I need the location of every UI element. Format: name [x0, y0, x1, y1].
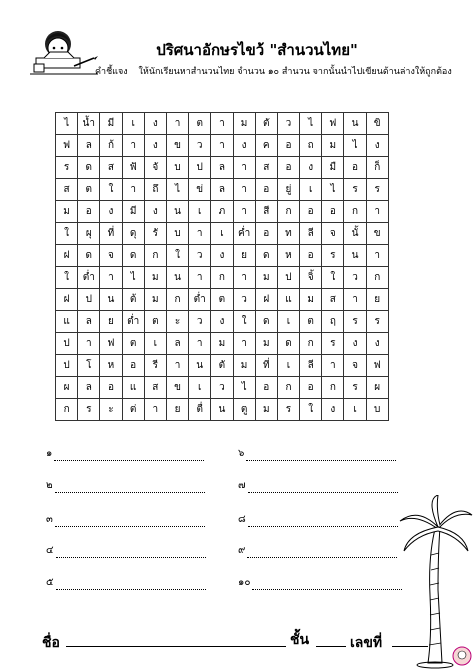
grid-cell: ล: [166, 333, 188, 355]
grid-cell: ไ: [344, 135, 366, 157]
grid-cell: า: [233, 157, 255, 179]
instruction-label: คำชี้แจง: [95, 67, 128, 77]
grid-cell: อ: [100, 377, 122, 399]
grid-cell: เ: [277, 355, 299, 377]
class-line: [316, 646, 346, 647]
answer-blank[interactable]: [252, 580, 402, 590]
grid-cell: ฝ: [56, 289, 78, 311]
grid-cell: ต: [144, 311, 166, 333]
grid-cell: ใ: [322, 267, 344, 289]
grid-row: [56, 399, 389, 421]
answer-number: ๕: [46, 577, 54, 588]
answer-line[interactable]: [238, 575, 402, 590]
grid-row: [56, 289, 389, 311]
grid-cell: เ: [300, 179, 322, 201]
grid-cell: จ: [344, 355, 366, 377]
grid-cell: ร: [344, 311, 366, 333]
grid-cell: ป: [277, 267, 299, 289]
grid-row: [56, 201, 389, 223]
grid-cell: สี: [255, 201, 277, 223]
answer-number: ๖: [238, 448, 245, 459]
grid-cell: ด: [277, 333, 299, 355]
grid-cell: อ: [300, 245, 322, 267]
grid-cell: ยู่: [277, 179, 299, 201]
answer-number: ๒: [46, 480, 53, 491]
grid-cell: า: [233, 333, 255, 355]
grid-cell: า: [189, 223, 211, 245]
grid-cell: ย: [100, 311, 122, 333]
grid-cell: ว: [344, 267, 366, 289]
grid-row: [56, 157, 389, 179]
grid-cell: ต่: [122, 399, 144, 421]
grid-cell: ใ: [56, 223, 78, 245]
grid-cell: า: [233, 267, 255, 289]
answer-number: ๙: [238, 545, 246, 556]
answer-blank[interactable]: [55, 483, 205, 493]
grid-cell: ร: [366, 311, 388, 333]
grid-cell: ห: [277, 245, 299, 267]
grid-cell: ลี: [300, 223, 322, 245]
answer-blank[interactable]: [54, 451, 204, 461]
grid-cell: ต้: [122, 289, 144, 311]
grid-cell: ม: [255, 399, 277, 421]
grid-cell: ไ: [233, 377, 255, 399]
grid-cell: น: [344, 245, 366, 267]
grid-cell: า: [344, 289, 366, 311]
grid-cell: จิ้: [300, 267, 322, 289]
grid-cell: อ: [255, 223, 277, 245]
answer-line[interactable]: [46, 575, 206, 590]
grid-cell: า: [166, 113, 188, 135]
grid-cell: ม: [233, 113, 255, 135]
grid-cell: น: [166, 267, 188, 289]
grid-cell: า: [233, 179, 255, 201]
grid-cell: ห: [100, 355, 122, 377]
answer-blank[interactable]: [246, 451, 396, 461]
brand-logo: [452, 646, 472, 666]
grid-cell: ตู: [233, 399, 255, 421]
grid-cell: ค่ำ: [233, 223, 255, 245]
grid-cell: ใ: [300, 399, 322, 421]
grid-cell: อ: [78, 201, 100, 223]
grid-cell: ท: [277, 223, 299, 245]
grid-cell: ก: [56, 399, 78, 421]
grid-cell: ก: [166, 289, 188, 311]
grid-cell: ตื่: [189, 399, 211, 421]
grid-cell: า: [166, 355, 188, 377]
grid-cell: ไ: [122, 267, 144, 289]
grid-cell: ต: [189, 113, 211, 135]
grid-cell: ฝ: [255, 289, 277, 311]
grid-cell: ง: [211, 311, 233, 333]
grid-cell: ที่: [255, 355, 277, 377]
grid-cell: อ: [277, 135, 299, 157]
grid-cell: า: [322, 355, 344, 377]
number-line: [392, 646, 428, 647]
grid-cell: ร: [366, 179, 388, 201]
grid-cell: ม: [255, 267, 277, 289]
grid-row: [56, 355, 389, 377]
answer-blank[interactable]: [55, 517, 205, 527]
number-label: เลขที่: [350, 635, 383, 651]
grid-cell: ง: [366, 333, 388, 355]
grid-cell: ต: [211, 289, 233, 311]
grid-cell: ต: [78, 179, 100, 201]
grid-cell: น: [344, 113, 366, 135]
grid-cell: ม: [144, 289, 166, 311]
grid-cell: า: [366, 245, 388, 267]
grid-cell: ใ: [233, 311, 255, 333]
answer-line[interactable]: [46, 446, 204, 461]
grid-row: [56, 245, 389, 267]
grid-row: [56, 179, 389, 201]
grid-cell: น: [211, 399, 233, 421]
grid-cell: ตั: [211, 355, 233, 377]
grid-cell: อ: [322, 201, 344, 223]
grid-cell: ะ: [166, 311, 188, 333]
grid-cell: ร: [277, 399, 299, 421]
answer-blank[interactable]: [248, 517, 398, 527]
grid-row: [56, 223, 389, 245]
grid-cell: ล: [211, 157, 233, 179]
grid-cell: บ: [166, 223, 188, 245]
grid-cell: ที่: [100, 223, 122, 245]
grid-row: [56, 113, 389, 135]
grid-row: [56, 311, 389, 333]
grid-cell: ย: [166, 399, 188, 421]
grid-cell: มื: [322, 157, 344, 179]
grid-cell: อ: [122, 355, 144, 377]
grid-cell: ไ: [300, 113, 322, 135]
answer-line[interactable]: [46, 543, 206, 558]
grid-cell: ม: [144, 267, 166, 289]
grid-cell: ป: [56, 333, 78, 355]
answer-line[interactable]: [46, 478, 205, 493]
answer-number: ๔: [46, 545, 54, 556]
grid-cell: า: [144, 399, 166, 421]
grid-cell: ก้: [100, 135, 122, 157]
grid-row: [56, 333, 389, 355]
grid-cell: มี: [122, 201, 144, 223]
grid-cell: อ: [300, 377, 322, 399]
grid-cell: า: [189, 267, 211, 289]
grid-cell: า: [233, 201, 255, 223]
grid-cell: ว: [211, 377, 233, 399]
grid-row: [56, 377, 389, 399]
grid-cell: เ: [344, 399, 366, 421]
grid-cell: ง: [144, 201, 166, 223]
grid-cell: ต่ำ: [189, 289, 211, 311]
grid-cell: น้ำ: [78, 113, 100, 135]
grid-cell: ผ: [366, 377, 388, 399]
grid-cell: น: [100, 289, 122, 311]
grid-cell: ภ: [211, 201, 233, 223]
grid-cell: า: [100, 267, 122, 289]
grid-cell: ด: [255, 311, 277, 333]
grid-row: [56, 267, 389, 289]
grid-cell: ง: [100, 201, 122, 223]
answer-line[interactable]: [238, 478, 398, 493]
grid-cell: จั: [144, 157, 166, 179]
grid-cell: ง: [344, 333, 366, 355]
grid-cell: ะ: [100, 399, 122, 421]
grid-cell: ต่ำ: [78, 267, 100, 289]
answer-number: ๗: [238, 480, 246, 491]
grid-cell: ป: [189, 157, 211, 179]
grid-cell: ส: [56, 179, 78, 201]
grid-cell: ง: [144, 113, 166, 135]
grid-cell: ไ: [322, 179, 344, 201]
grid-cell: โ: [78, 355, 100, 377]
grid-cell: ม: [56, 201, 78, 223]
instruction-text: ให้นักเรียนหาสำนวนไทย จำนวน ๑๐ สำนวน จากนั้นนำไปเขียนด้านล่างให้ถูกต้อง: [138, 67, 452, 77]
grid-cell: เ: [189, 377, 211, 399]
grid-cell: ม: [211, 333, 233, 355]
grid-cell: ง: [300, 157, 322, 179]
grid-cell: อ: [277, 157, 299, 179]
answer-line[interactable]: [238, 446, 396, 461]
grid-cell: ฝ: [56, 245, 78, 267]
grid-cell: ป: [78, 289, 100, 311]
grid-cell: บ: [366, 399, 388, 421]
grid-cell: ฤ: [322, 311, 344, 333]
instruction: [95, 64, 470, 78]
grid-cell: ว: [189, 245, 211, 267]
grid-cell: อ: [300, 201, 322, 223]
grid-cell: ฟ: [100, 333, 122, 355]
grid-cell: น: [189, 355, 211, 377]
grid-cell: ส: [144, 377, 166, 399]
grid-cell: อ: [344, 157, 366, 179]
grid-row: [56, 135, 389, 157]
grid-cell: ด: [78, 245, 100, 267]
grid-cell: ข: [366, 223, 388, 245]
answer-blank[interactable]: [56, 580, 206, 590]
grid-cell: ม: [300, 289, 322, 311]
grid-cell: ก: [277, 377, 299, 399]
grid-cell: แ: [122, 377, 144, 399]
grid-cell: แ: [56, 311, 78, 333]
grid-cell: ต: [122, 333, 144, 355]
grid-cell: ล: [78, 311, 100, 333]
grid-cell: ส: [100, 157, 122, 179]
grid-cell: ก: [366, 267, 388, 289]
grid-cell: เ: [277, 311, 299, 333]
answer-blank[interactable]: [56, 548, 206, 558]
answer-number: ๑: [46, 448, 53, 459]
grid-cell: ว: [189, 135, 211, 157]
page-title: ปริศนาอักษรไขว้ "สำนวนไทย": [156, 41, 358, 59]
grid-cell: นั้: [344, 223, 366, 245]
grid-cell: ลี: [300, 355, 322, 377]
grid-cell: า: [211, 113, 233, 135]
grid-cell: า: [122, 135, 144, 157]
grid-cell: า: [78, 333, 100, 355]
grid-cell: ใ: [56, 267, 78, 289]
class-label: ชั้น: [290, 632, 310, 648]
grid-cell: ส: [255, 157, 277, 179]
grid-cell: า: [189, 333, 211, 355]
grid-cell: ใ: [166, 245, 188, 267]
name-label: ชื่อ: [42, 635, 60, 651]
answer-blank[interactable]: [247, 548, 397, 558]
grid-cell: เ: [122, 113, 144, 135]
grid-cell: ว: [277, 113, 299, 135]
grid-cell: ดุ: [122, 223, 144, 245]
grid-cell: รี: [144, 355, 166, 377]
name-line: [66, 646, 286, 647]
grid-cell: เ: [189, 201, 211, 223]
grid-cell: ฟ: [56, 135, 78, 157]
grid-cell: มี: [100, 113, 122, 135]
grid-cell: เ: [211, 223, 233, 245]
grid-cell: ถ: [300, 135, 322, 157]
grid-cell: ต่ำ: [122, 311, 144, 333]
grid-cell: ม: [255, 333, 277, 355]
grid-cell: ล: [78, 377, 100, 399]
palm-tree-illustration: [398, 495, 474, 670]
grid-cell: อ: [255, 179, 277, 201]
answer-number: ๘: [238, 514, 246, 525]
grid-cell: ย: [233, 245, 255, 267]
grid-cell: ใ: [100, 179, 122, 201]
grid-cell: ม: [233, 355, 255, 377]
grid-cell: ป: [56, 355, 78, 377]
grid-cell: ผ: [56, 377, 78, 399]
grid-cell: จ: [100, 245, 122, 267]
grid-cell: ขิ: [366, 113, 388, 135]
grid-cell: ส: [322, 289, 344, 311]
grid-cell: ต: [300, 311, 322, 333]
answer-number: ๓: [46, 514, 53, 525]
grid-cell: ร: [322, 245, 344, 267]
grid-cell: ฟั: [122, 157, 144, 179]
grid-cell: บ: [166, 157, 188, 179]
grid-cell: ข่: [189, 179, 211, 201]
grid-cell: ว: [233, 289, 255, 311]
grid-cell: ม: [322, 135, 344, 157]
grid-cell: ย: [366, 289, 388, 311]
grid-cell: ร: [344, 179, 366, 201]
grid-cell: จ: [322, 223, 344, 245]
grid-cell: ตั: [255, 113, 277, 135]
grid-cell: อ: [255, 377, 277, 399]
grid-cell: ฟ: [366, 355, 388, 377]
grid-cell: ร: [56, 157, 78, 179]
grid-cell: ด: [122, 245, 144, 267]
grid-cell: า: [211, 135, 233, 157]
answer-line[interactable]: [238, 512, 398, 527]
grid-cell: ค: [255, 135, 277, 157]
grid-cell: ผุ: [78, 223, 100, 245]
grid-cell: ง: [233, 135, 255, 157]
grid-cell: เ: [144, 333, 166, 355]
grid-cell: ร: [78, 399, 100, 421]
grid-cell: ฟ: [322, 113, 344, 135]
grid-cell: ง: [322, 399, 344, 421]
grid-cell: ล: [78, 135, 100, 157]
grid-cell: ถึ: [144, 179, 166, 201]
grid-cell: ก: [322, 377, 344, 399]
grid-cell: ด: [78, 157, 100, 179]
word-search-grid: [55, 112, 389, 421]
grid-cell: ง: [211, 245, 233, 267]
grid-cell: ร: [322, 333, 344, 355]
grid-cell: ด: [255, 245, 277, 267]
grid-cell: ก: [277, 201, 299, 223]
grid-cell: ข: [166, 377, 188, 399]
grid-cell: น: [166, 201, 188, 223]
grid-cell: า: [122, 179, 144, 201]
grid-cell: ไ: [166, 179, 188, 201]
grid-cell: ก: [211, 267, 233, 289]
answer-number: ๑๐: [238, 577, 251, 588]
grid-cell: แ: [277, 289, 299, 311]
answer-line[interactable]: [238, 543, 397, 558]
grid-cell: ว: [189, 311, 211, 333]
grid-cell: ไ: [56, 113, 78, 135]
grid-cell: ข: [166, 135, 188, 157]
grid-cell: ง: [366, 135, 388, 157]
grid-cell: ก็: [366, 157, 388, 179]
grid-cell: ก: [344, 201, 366, 223]
grid-cell: า: [366, 201, 388, 223]
grid-cell: ง: [144, 135, 166, 157]
grid-cell: ร: [344, 377, 366, 399]
grid-cell: ก: [144, 245, 166, 267]
grid-cell: ก: [300, 333, 322, 355]
grid-cell: รั: [144, 223, 166, 245]
answer-line[interactable]: [46, 512, 205, 527]
answer-blank[interactable]: [248, 483, 398, 493]
grid-cell: ล: [211, 179, 233, 201]
